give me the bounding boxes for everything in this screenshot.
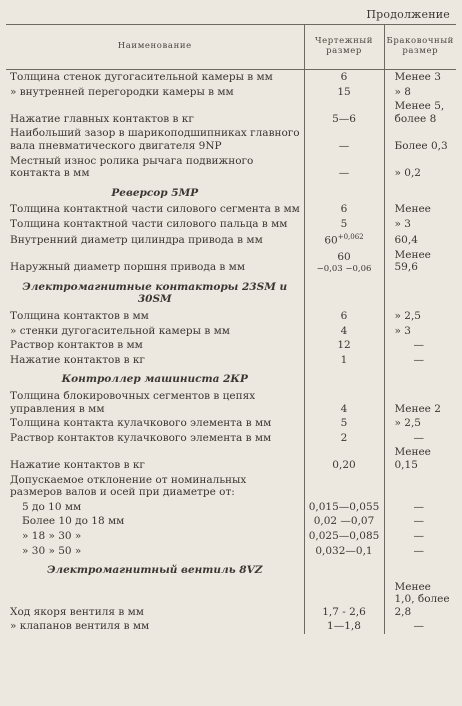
section-spacer	[304, 181, 384, 203]
parameter-name: Толщина блокировочных сегментов в цепях управления в мм	[10, 389, 256, 415]
parameter-name: » стенки дугогасительной камеры в мм	[10, 324, 230, 337]
table-row	[6, 217, 456, 232]
header-name: Наименование	[6, 25, 304, 70]
drawing-size-value	[304, 473, 384, 500]
table-row	[6, 500, 456, 515]
table-row	[6, 338, 456, 353]
table-row	[6, 389, 456, 416]
table-row	[6, 619, 456, 634]
table-row	[6, 353, 456, 368]
reject-size-value: Менее	[384, 202, 456, 217]
parameter-name: Нажатие контактов в кг	[10, 458, 145, 471]
header-drawing-size: Чертежный размер	[304, 25, 384, 70]
reject-size-value: » 2,5	[384, 416, 456, 431]
drawing-size-value: 60 −0,03 −0,06	[304, 248, 384, 275]
parameter-name: Раствор контактов в мм	[10, 339, 143, 352]
table-header	[6, 25, 456, 70]
section-spacer	[384, 275, 456, 309]
section-spacer	[384, 558, 456, 580]
drawing-size-value: 0,025—0,085	[304, 529, 384, 544]
drawing-size-value: 6	[304, 202, 384, 217]
section-heading	[6, 558, 456, 580]
drawing-size-value: 1,7 - 2,6	[304, 580, 384, 620]
table-row	[6, 529, 456, 544]
section-title: Электромагнитные контакторы 23SM и 30SM	[22, 280, 288, 306]
drawing-size-value: 6	[304, 309, 384, 324]
reject-size-value: —	[384, 500, 456, 515]
parameter-name: Внутренний диаметр цилиндра привода в мм	[10, 234, 263, 247]
drawing-size-value: 0,20	[304, 445, 384, 472]
drawing-size-value: —	[304, 154, 384, 181]
section-heading	[6, 181, 456, 203]
header-reject-size: Браковочный размер	[384, 25, 456, 70]
drawing-size-value: 2	[304, 431, 384, 446]
table-row	[6, 580, 456, 620]
drawing-size-value: 1—1,8	[304, 619, 384, 634]
table-row	[6, 85, 456, 100]
drawing-size-value: 0,02 —0,07	[304, 514, 384, 529]
parameter-name: » 18 » 30 »	[22, 529, 82, 542]
drawing-size-value: 1	[304, 353, 384, 368]
reject-size-value: —	[384, 353, 456, 368]
drawing-size-value: 0,015—0,055	[304, 500, 384, 515]
table-row	[6, 324, 456, 339]
reject-size-value: » 3	[384, 324, 456, 339]
table-row	[6, 431, 456, 446]
parameter-name: Толщина стенок дугогасительной камеры в мм	[10, 71, 273, 83]
section-title: Контроллер машиниста 2КР	[61, 373, 248, 386]
reject-size-value: —	[384, 431, 456, 446]
section-spacer	[304, 275, 384, 309]
parameter-name: » внутренней перегородки камеры в мм	[10, 85, 234, 98]
table-row	[6, 514, 456, 529]
reject-size-value: » 3	[384, 217, 456, 232]
parameter-name: 5 до 10 мм	[22, 500, 82, 513]
section-title: Реверсор 5МР	[111, 186, 199, 199]
table-row	[6, 416, 456, 431]
table-row	[6, 70, 456, 85]
drawing-size-value: 4	[304, 324, 384, 339]
reject-size-value: Более 0,3	[384, 126, 456, 153]
drawing-size-value: 6	[304, 70, 384, 85]
parameter-name: Толщина контактов в мм	[10, 310, 149, 322]
parameter-name: Допускаемое отклонение от номинальных размеров валов и осей при диаметре от:	[10, 473, 247, 499]
table-row	[6, 445, 456, 472]
reject-size-value: Менее 1,0, более 2,8	[384, 580, 456, 620]
table-row	[6, 202, 456, 217]
parameter-name: Раствор контактов кулачкового элемента в мм	[10, 431, 272, 444]
section-heading	[6, 367, 456, 389]
reject-size-value: Менее 2	[384, 389, 456, 416]
parameter-name: Толщина контактной части силового сегмента в мм	[10, 203, 300, 216]
parameter-name: Наружный диаметр поршня привода в мм	[10, 261, 245, 274]
parameter-name: Толщина контакта кулачкового элемента в мм	[10, 417, 272, 430]
section-heading	[6, 275, 456, 309]
drawing-size-value: 5	[304, 416, 384, 431]
parameter-name: Нажатие контактов в кг	[10, 353, 145, 366]
reject-size-value: —	[384, 544, 456, 559]
reject-size-value: —	[384, 514, 456, 529]
drawing-size-value: 5	[304, 217, 384, 232]
drawing-size-value: 5—6	[304, 99, 384, 126]
table-row	[6, 99, 456, 126]
parameter-name: » клапанов вентиля в мм	[10, 620, 150, 633]
section-spacer	[304, 558, 384, 580]
reject-size-value: » 0,2	[384, 154, 456, 181]
parameter-name: » 30 » 50 »	[22, 544, 82, 557]
drawing-size-value: $60^{+0,062}$	[304, 232, 384, 248]
drawing-size-value: 12	[304, 338, 384, 353]
drawing-size-value: —	[304, 126, 384, 153]
table-row	[6, 126, 456, 153]
section-spacer	[384, 367, 456, 389]
parameter-name: Более 10 до 18 мм	[22, 515, 125, 528]
tolerance-superscript: +0,062	[337, 232, 364, 241]
section-title: Электромагнитный вентиль 8VZ	[47, 564, 263, 577]
parameter-name: Местный износ ролика рычага подвижного контакта в мм	[10, 154, 254, 180]
reject-size-value: Менее 59,6	[384, 248, 456, 275]
parameter-name: Нажатие главных контактов в кг	[10, 112, 194, 125]
table-row	[6, 154, 456, 181]
drawing-size-value: 4	[304, 389, 384, 416]
reject-size-value: 60,4	[384, 232, 456, 248]
drawing-size-value: 0,032—0,1	[304, 544, 384, 559]
drawing-size-value: 15	[304, 85, 384, 100]
table-row	[6, 309, 456, 324]
specs-table	[6, 24, 456, 634]
section-spacer	[384, 181, 456, 203]
reject-size-value: » 8	[384, 85, 456, 100]
tolerance-subscript: −0,03 −0,06	[316, 263, 372, 274]
parameter-name: Толщина контактной части силового пальца в мм	[10, 217, 288, 230]
parameter-name: Ход якоря вентиля в мм	[10, 605, 144, 618]
reject-size-value: Менее 3	[384, 70, 456, 85]
table-row	[6, 473, 456, 500]
reject-size-value: —	[384, 529, 456, 544]
reject-size-value: Менее 5, более 8	[384, 99, 456, 126]
reject-size-value: » 2,5	[384, 309, 456, 324]
table-row	[6, 544, 456, 559]
section-spacer	[304, 367, 384, 389]
continuation-label: Продолжение	[366, 8, 450, 21]
reject-size-value	[384, 473, 456, 500]
reject-size-value: —	[384, 619, 456, 634]
parameter-name: Наибольший зазор в шарикоподшипниках главного вала пневматического двигателя 9NP	[10, 127, 300, 152]
table-row	[6, 232, 456, 248]
reject-size-value: Менее 0,15	[384, 445, 456, 472]
reject-size-value: —	[384, 338, 456, 353]
table-body	[6, 70, 456, 635]
table-row	[6, 248, 456, 275]
